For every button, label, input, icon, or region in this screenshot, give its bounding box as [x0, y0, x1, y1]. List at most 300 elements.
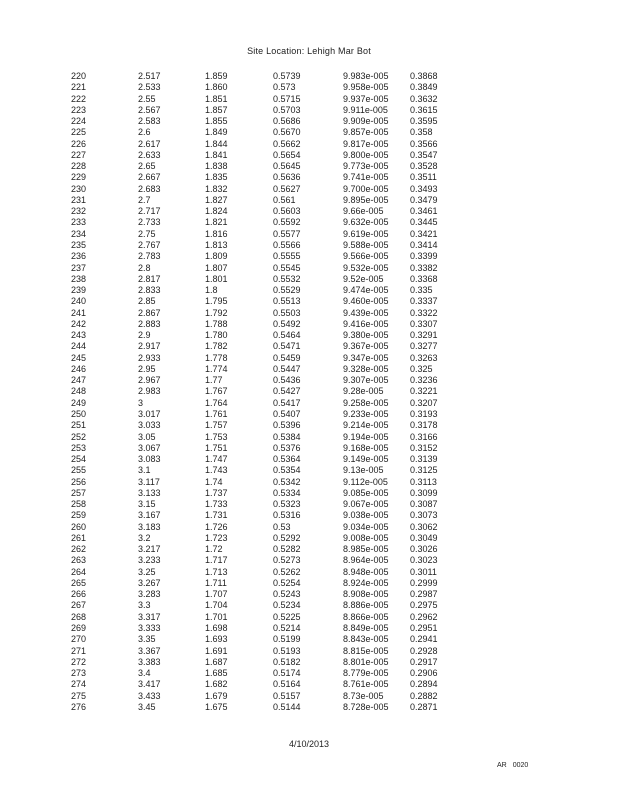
- table-cell: 0.5739: [273, 71, 301, 81]
- table-cell: 263: [71, 555, 87, 566]
- table-cell: 240: [71, 296, 87, 307]
- table-cell: 0.5214: [273, 623, 301, 634]
- table-cell: 9.328e-005: [343, 363, 389, 374]
- table-cell: 0.5464: [273, 330, 301, 341]
- table-cell: 228: [71, 161, 87, 172]
- table-cell: 0.2871: [410, 701, 438, 712]
- table-cell: 0.3178: [410, 420, 438, 431]
- table-cell: 1.733: [205, 499, 228, 510]
- table-cell: 9.439e-005: [343, 307, 389, 318]
- table-row: [0, 499, 618, 510]
- table-row: [0, 127, 618, 138]
- table-cell: 1.851: [205, 93, 228, 104]
- table-cell: 0.3322: [410, 307, 438, 318]
- table-cell: 1.764: [205, 397, 228, 408]
- table-row: [0, 285, 618, 296]
- table-cell: 264: [71, 566, 87, 577]
- table-cell: 0.5376: [273, 442, 301, 453]
- table-cell: 9.067e-005: [343, 499, 389, 510]
- table-row: [0, 172, 618, 183]
- table-cell: 1.788: [205, 318, 228, 329]
- table-row: [0, 600, 618, 611]
- table-cell: 3.233: [138, 555, 161, 566]
- table-cell: 8.761e-005: [343, 679, 389, 690]
- table-row: [0, 330, 618, 341]
- table-cell: 0.2941: [410, 634, 438, 645]
- table-cell: 1.687: [205, 656, 228, 667]
- table-cell: 0.5645: [273, 161, 301, 172]
- table-row: [0, 308, 618, 319]
- table-cell: 0.325: [410, 363, 433, 374]
- table-row: [0, 668, 618, 679]
- table-cell: 2.633: [138, 149, 161, 160]
- table-row: [0, 578, 618, 589]
- table-cell: 1.782: [205, 341, 228, 352]
- table-cell: 0.5354: [273, 465, 301, 476]
- table-cell: 0.5193: [273, 645, 301, 656]
- table-cell: 237: [71, 262, 87, 273]
- table-cell: 1.693: [205, 634, 228, 645]
- table-cell: 231: [71, 194, 87, 205]
- table-cell: 9.474e-005: [343, 285, 389, 296]
- table-cell: 258: [71, 499, 87, 510]
- table-cell: 0.3632: [410, 93, 438, 104]
- table-cell: 3.383: [138, 656, 161, 667]
- table-cell: 9.233e-005: [343, 408, 389, 419]
- table-row: [0, 229, 618, 240]
- table-cell: 8.924e-005: [343, 577, 389, 588]
- table-cell: 9.66e-005: [343, 206, 384, 217]
- table-cell: 0.5164: [273, 679, 301, 690]
- table-cell: 223: [71, 104, 87, 115]
- table-cell: 8.985e-005: [343, 544, 389, 555]
- table-cell: 273: [71, 668, 87, 679]
- table-cell: 1.838: [205, 161, 228, 172]
- table-cell: 3.067: [138, 442, 161, 453]
- footer-date: 4/10/2013: [288, 739, 330, 749]
- table-cell: 2.517: [138, 71, 161, 81]
- table-cell: 8.843e-005: [343, 634, 389, 645]
- table-row: [0, 567, 618, 578]
- table-cell: 2.833: [138, 285, 161, 296]
- table-cell: 9.895e-005: [343, 194, 389, 205]
- table-cell: 0.2917: [410, 656, 438, 667]
- table-row: [0, 251, 618, 262]
- table-row: [0, 544, 618, 555]
- table-cell: 9.937e-005: [343, 93, 389, 104]
- table-cell: 1.780: [205, 330, 228, 341]
- page-title: Site Location: Lehigh Mar Bot: [247, 46, 371, 56]
- table-cell: 9.347e-005: [343, 352, 389, 363]
- table-row: [0, 139, 618, 150]
- table-cell: 9.532e-005: [343, 262, 389, 273]
- table-cell: 9.817e-005: [343, 138, 389, 149]
- table-cell: 1.72: [205, 544, 223, 555]
- table-cell: 9.168e-005: [343, 442, 389, 453]
- table-cell: 227: [71, 149, 87, 160]
- table-row: [0, 702, 618, 713]
- table-cell: 241: [71, 307, 87, 318]
- table-cell: 1.701: [205, 611, 228, 622]
- table-cell: 1.747: [205, 454, 228, 465]
- table-cell: 1.792: [205, 307, 228, 318]
- table-cell: 0.5513: [273, 296, 301, 307]
- table-cell: 1.824: [205, 206, 228, 217]
- table-cell: 242: [71, 318, 87, 329]
- table-cell: 0.3193: [410, 408, 438, 419]
- table-cell: 1.77: [205, 375, 223, 386]
- table-cell: 239: [71, 285, 87, 296]
- table-cell: 224: [71, 116, 87, 127]
- table-cell: 0.3236: [410, 375, 438, 386]
- table-cell: 222: [71, 93, 87, 104]
- table-cell: 0.2975: [410, 600, 438, 611]
- table-row: [0, 646, 618, 657]
- table-cell: 9.460e-005: [343, 296, 389, 307]
- table-cell: 0.5603: [273, 206, 301, 217]
- table-row: [0, 195, 618, 206]
- table-cell: 0.53: [273, 521, 291, 532]
- table-row: [0, 634, 618, 645]
- table-cell: 0.5157: [273, 690, 301, 701]
- table-cell: 3.4: [138, 668, 151, 679]
- table-cell: 1.675: [205, 701, 228, 712]
- table-cell: 1.723: [205, 532, 228, 543]
- table-cell: 9.619e-005: [343, 228, 389, 239]
- table-cell: 232: [71, 206, 87, 217]
- table-row: [0, 353, 618, 364]
- table-cell: 0.3868: [410, 71, 438, 81]
- table-cell: 0.3207: [410, 397, 438, 408]
- table-cell: 276: [71, 701, 87, 712]
- table-cell: 257: [71, 487, 87, 498]
- table-cell: 2.817: [138, 273, 161, 284]
- table-cell: 0.5174: [273, 668, 301, 679]
- table-cell: 1.8: [205, 285, 218, 296]
- table-row: [0, 691, 618, 702]
- table-cell: 230: [71, 183, 87, 194]
- table-cell: 0.2987: [410, 589, 438, 600]
- table-cell: 9.52e-005: [343, 273, 384, 284]
- table-cell: 3.117: [138, 476, 160, 487]
- table-cell: 235: [71, 239, 87, 250]
- table-row: [0, 555, 618, 566]
- table-cell: 3.183: [138, 521, 161, 532]
- table-cell: 1.809: [205, 251, 228, 262]
- table-cell: 259: [71, 510, 87, 521]
- table-cell: 0.3011: [410, 566, 437, 577]
- table-cell: 3.45: [138, 701, 156, 712]
- table-cell: 244: [71, 341, 87, 352]
- table-cell: 0.3414: [410, 239, 438, 250]
- table-cell: 0.5417: [273, 397, 301, 408]
- table-cell: 3.25: [138, 566, 156, 577]
- table-cell: 3.433: [138, 690, 161, 701]
- table-cell: 0.5225: [273, 611, 301, 622]
- table-cell: 0.3166: [410, 431, 438, 442]
- table-row: [0, 71, 618, 82]
- table-cell: 271: [71, 645, 87, 656]
- table-cell: 260: [71, 521, 87, 532]
- table-row: [0, 533, 618, 544]
- table-row: [0, 184, 618, 195]
- table-cell: 1.835: [205, 172, 228, 183]
- table-cell: 2.583: [138, 116, 161, 127]
- table-cell: 0.2894: [410, 679, 438, 690]
- table-cell: 2.867: [138, 307, 161, 318]
- table-row: [0, 454, 618, 465]
- table-cell: 0.3479: [410, 194, 438, 205]
- table-cell: 0.3493: [410, 183, 438, 194]
- table-cell: 0.5545: [273, 262, 301, 273]
- table-cell: 3.033: [138, 420, 161, 431]
- table-cell: 247: [71, 375, 87, 386]
- table-cell: 0.5555: [273, 251, 301, 262]
- table-cell: 1.711: [205, 577, 227, 588]
- table-cell: 3.1: [138, 465, 151, 476]
- table-row: [0, 217, 618, 228]
- table-cell: 9.416e-005: [343, 318, 389, 329]
- table-row: [0, 432, 618, 443]
- table-cell: 220: [71, 71, 87, 81]
- table-cell: 9.085e-005: [343, 487, 389, 498]
- table-cell: 0.3399: [410, 251, 438, 262]
- table-cell: 246: [71, 363, 87, 374]
- table-cell: 1.751: [205, 442, 228, 453]
- table-cell: 0.5182: [273, 656, 301, 667]
- table-row: [0, 263, 618, 274]
- table-cell: 272: [71, 656, 87, 667]
- table-cell: 0.5636: [273, 172, 301, 183]
- table-cell: 1.679: [205, 690, 228, 701]
- table-cell: 0.3125: [410, 465, 438, 476]
- table-cell: 1.717: [205, 555, 228, 566]
- table-cell: 3.267: [138, 577, 161, 588]
- table-cell: 9.800e-005: [343, 149, 389, 160]
- table-cell: 0.3152: [410, 442, 438, 453]
- table-cell: 1.743: [205, 465, 228, 476]
- table-cell: 1.737: [205, 487, 228, 498]
- table-cell: 2.883: [138, 318, 161, 329]
- table-cell: 8.779e-005: [343, 668, 389, 679]
- table-cell: 9.909e-005: [343, 116, 389, 127]
- table-cell: 1.704: [205, 600, 228, 611]
- table-cell: 2.85: [138, 296, 156, 307]
- table-cell: 236: [71, 251, 87, 262]
- table-cell: 0.5529: [273, 285, 301, 296]
- table-cell: 9.214e-005: [343, 420, 389, 431]
- table-cell: 9.28e-005: [343, 386, 384, 397]
- table-row: [0, 206, 618, 217]
- table-cell: 2.9: [138, 330, 151, 341]
- table-cell: 0.5323: [273, 499, 301, 510]
- table-cell: 1.795: [205, 296, 228, 307]
- table-cell: 0.5316: [273, 510, 301, 521]
- table-cell: 3: [138, 397, 144, 408]
- table-cell: 0.2928: [410, 645, 438, 656]
- table-cell: 274: [71, 679, 87, 690]
- table-cell: 252: [71, 431, 87, 442]
- table-cell: 0.5199: [273, 634, 301, 645]
- table-cell: 255: [71, 465, 87, 476]
- table-cell: 0.5447: [273, 363, 301, 374]
- table-cell: 3.05: [138, 431, 156, 442]
- table-cell: 0.3421: [410, 228, 438, 239]
- table-cell: 8.908e-005: [343, 589, 389, 600]
- table-cell: 2.917: [138, 341, 161, 352]
- table-cell: 2.65: [138, 161, 156, 172]
- table-row: [0, 443, 618, 454]
- table-cell: 2.933: [138, 352, 161, 363]
- table-cell: 1.74: [205, 476, 223, 487]
- table-cell: 0.5243: [273, 589, 301, 600]
- table-cell: 0.3461: [410, 206, 438, 217]
- table-cell: 2.533: [138, 82, 161, 93]
- table-cell: 2.683: [138, 183, 161, 194]
- table-cell: 0.5654: [273, 149, 301, 160]
- table-cell: 0.5662: [273, 138, 301, 149]
- table-cell: 0.561: [273, 194, 296, 205]
- table-cell: 1.731: [205, 510, 228, 521]
- table-cell: 3.35: [138, 634, 156, 645]
- table-row: [0, 319, 618, 330]
- table-row: [0, 510, 618, 521]
- table-cell: 0.3547: [410, 149, 438, 160]
- table-cell: 1.832: [205, 183, 228, 194]
- table-cell: 9.112e-005: [343, 476, 388, 487]
- table-cell: 0.5234: [273, 600, 301, 611]
- table-cell: 0.5144: [273, 701, 301, 712]
- table-row: [0, 386, 618, 397]
- table-row: [0, 116, 618, 127]
- table-cell: 0.3382: [410, 262, 438, 273]
- table-cell: 1.855: [205, 116, 228, 127]
- table-cell: 3.3: [138, 600, 151, 611]
- table-cell: 0.3277: [410, 341, 438, 352]
- table-cell: 1.774: [205, 363, 228, 374]
- table-row: [0, 274, 618, 285]
- table-cell: 0.3049: [410, 532, 438, 543]
- table-cell: 1.691: [205, 645, 228, 656]
- table-cell: 1.778: [205, 352, 228, 363]
- table-row: [0, 94, 618, 105]
- table-cell: 1.757: [205, 420, 228, 431]
- table-cell: 9.741e-005: [343, 172, 389, 183]
- table-cell: 8.886e-005: [343, 600, 389, 611]
- table-cell: 1.844: [205, 138, 228, 149]
- table-cell: 1.801: [205, 273, 228, 284]
- table-cell: 9.566e-005: [343, 251, 389, 262]
- table-cell: 0.3445: [410, 217, 438, 228]
- table-cell: 0.3263: [410, 352, 438, 363]
- table-cell: 0.3615: [410, 104, 438, 115]
- table-cell: 3.333: [138, 623, 161, 634]
- table-cell: 1.857: [205, 104, 228, 115]
- table-cell: 0.2906: [410, 668, 438, 679]
- table-cell: 0.3221: [410, 386, 438, 397]
- table-cell: 2.783: [138, 251, 161, 262]
- table-row: [0, 105, 618, 116]
- table-cell: 3.283: [138, 589, 161, 600]
- table-cell: 2.667: [138, 172, 161, 183]
- table-cell: 9.588e-005: [343, 239, 389, 250]
- table-cell: 2.75: [138, 228, 156, 239]
- table-row: [0, 488, 618, 499]
- table-cell: 3.167: [138, 510, 161, 521]
- table-cell: 225: [71, 127, 87, 138]
- table-row: [0, 82, 618, 93]
- table-cell: 1.682: [205, 679, 228, 690]
- table-row: [0, 477, 618, 488]
- table-cell: 8.849e-005: [343, 623, 389, 634]
- table-cell: 9.13e-005: [343, 465, 384, 476]
- table-cell: 0.3337: [410, 296, 438, 307]
- table-cell: 8.866e-005: [343, 611, 389, 622]
- table-cell: 2.95: [138, 363, 156, 374]
- table-cell: 2.8: [138, 262, 151, 273]
- table-cell: 9.307e-005: [343, 375, 389, 386]
- table-cell: 234: [71, 228, 87, 239]
- table-cell: 9.857e-005: [343, 127, 389, 138]
- table-cell: 267: [71, 600, 87, 611]
- table-row: [0, 398, 618, 409]
- table-cell: 0.358: [410, 127, 433, 138]
- table-cell: 8.801e-005: [343, 656, 389, 667]
- table-row: [0, 623, 618, 634]
- table-cell: 2.733: [138, 217, 161, 228]
- table-cell: 2.7: [138, 194, 151, 205]
- table-cell: 0.5292: [273, 532, 301, 543]
- footer-code-mark: 0020: [512, 762, 529, 769]
- table-cell: 0.5703: [273, 104, 301, 115]
- table-cell: 3.217: [138, 544, 161, 555]
- table-cell: 1.698: [205, 623, 228, 634]
- table-cell: 2.983: [138, 386, 161, 397]
- table-row: [0, 589, 618, 600]
- table-cell: 9.983e-005: [343, 71, 389, 81]
- table-cell: 0.5686: [273, 116, 301, 127]
- table-row: [0, 240, 618, 251]
- table-cell: 0.5566: [273, 239, 301, 250]
- table-cell: 0.335: [410, 285, 433, 296]
- table-cell: 0.5459: [273, 352, 301, 363]
- table-cell: 2.717: [138, 206, 161, 217]
- table-cell: 0.3291: [410, 330, 438, 341]
- table-cell: 0.5577: [273, 228, 301, 239]
- table-cell: 9.149e-005: [343, 454, 389, 465]
- table-row: [0, 465, 618, 476]
- table-cell: 270: [71, 634, 87, 645]
- table-cell: 9.258e-005: [343, 397, 389, 408]
- table-cell: 2.55: [138, 93, 156, 104]
- table-cell: 226: [71, 138, 87, 149]
- table-cell: 0.5273: [273, 555, 301, 566]
- table-cell: 1.761: [205, 408, 228, 419]
- table-cell: 3.417: [138, 679, 161, 690]
- table-cell: 0.3849: [410, 82, 438, 93]
- table-row: [0, 679, 618, 690]
- table-row: [0, 161, 618, 172]
- table-cell: 245: [71, 352, 87, 363]
- table-cell: 8.728e-005: [343, 701, 389, 712]
- table-row: [0, 612, 618, 623]
- table-cell: 0.5407: [273, 408, 301, 419]
- table-cell: 1.685: [205, 668, 228, 679]
- table-cell: 1.841: [205, 149, 228, 160]
- table-row: [0, 296, 618, 307]
- table-row: [0, 150, 618, 161]
- table-cell: 1.813: [205, 239, 228, 250]
